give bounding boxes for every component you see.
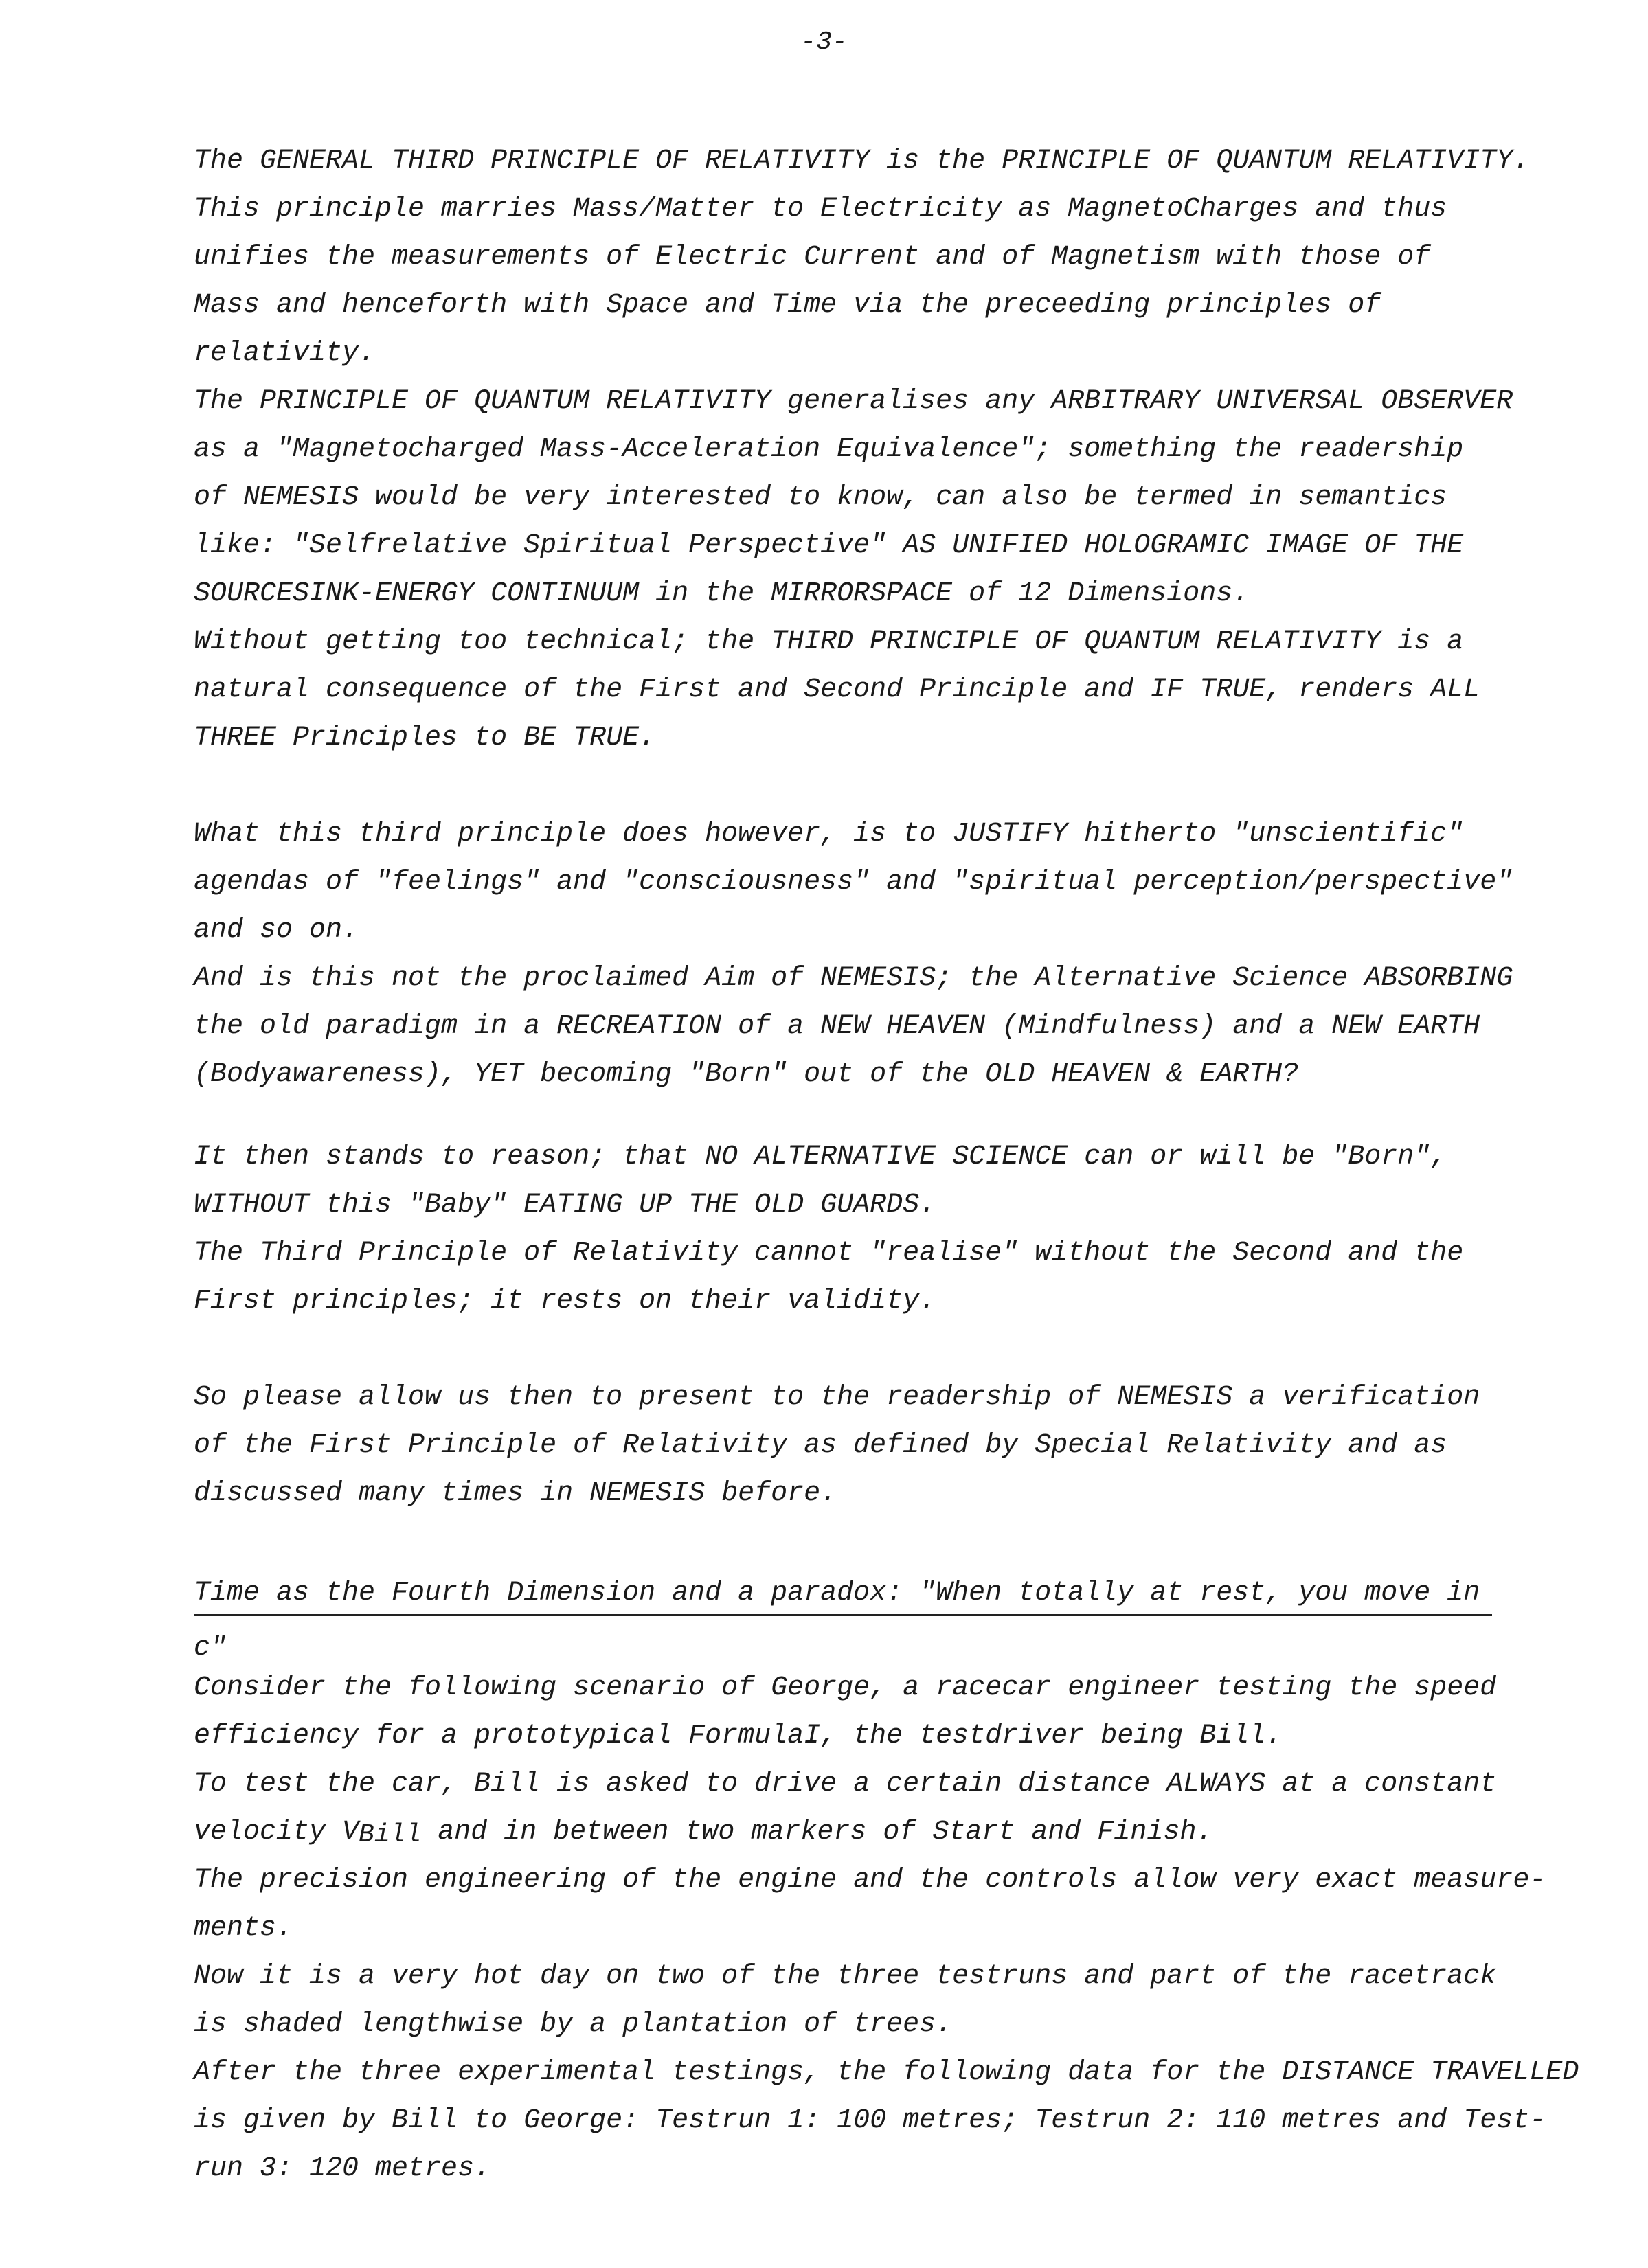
text-line: SOURCESINK-ENERGY CONTINUUM in the MIRRORSPACE of 12 Dimensions. xyxy=(194,578,1250,609)
text-line: relativity. xyxy=(194,338,376,369)
paragraph-gap xyxy=(194,1099,1561,1133)
paragraph-validity xyxy=(194,1229,1561,1326)
velocity-prefix: velocity V xyxy=(194,1817,359,1848)
text-line: What this third principle does however, is to JUSTIFY hitherto "unscientific" xyxy=(194,819,1464,850)
page-number: -3- xyxy=(800,27,848,57)
paragraph-gap xyxy=(194,1326,1561,1374)
text-line: like: "Selfrelative Spiritual Perspective" AS UNIFIED HOLOGRAMIC IMAGE OF THE xyxy=(194,530,1464,561)
paragraph-third-principle xyxy=(194,137,1561,378)
text-line: WITHOUT this "Baby" EATING UP THE OLD GUARDS. xyxy=(194,1190,936,1221)
text-line: The PRINCIPLE OF QUANTUM RELATIVITY generalises any ARBITRARY UNIVERSAL OBSERVER xyxy=(194,386,1513,417)
paragraph-technical xyxy=(194,618,1561,762)
paragraph-verification xyxy=(194,1374,1561,1518)
paragraph-gap xyxy=(194,1616,1561,1664)
text-line: agendas of "feelings" and "consciousness" and "spiritual perception/perspective" xyxy=(194,867,1513,898)
text-line: After the three experimental testings, the following data for the DISTANCE TRAVELLED xyxy=(194,2057,1579,2088)
paragraph-gap xyxy=(194,1518,1561,1566)
text-line: is shaded lengthwise by a plantation of trees. xyxy=(194,2009,953,2040)
text-line: So please allow us then to present to the readership of NEMESIS a verification xyxy=(194,1382,1480,1413)
paragraph-quantum-relativity xyxy=(194,378,1561,618)
paragraph-test-results xyxy=(194,2049,1579,2193)
text-line: natural consequence of the First and Second Principle and IF TRUE, renders ALL xyxy=(194,674,1480,705)
paragraph-hot-day xyxy=(194,1953,1561,2049)
text-line: efficiency for a prototypical FormulaI, the testdriver being Bill. xyxy=(194,1721,1283,1751)
text-line: (Bodyawareness), YET becoming "Born" out of the OLD HEAVEN & EARTH? xyxy=(194,1059,1299,1090)
text-line: This principle marries Mass/Matter to Electricity as MagnetoCharges and thus xyxy=(194,194,1447,225)
text-line: of the First Principle of Relativity as defined by Special Relativity and as xyxy=(194,1430,1447,1461)
text-line: The Third Principle of Relativity cannot "realise" without the Second and the xyxy=(194,1238,1464,1269)
text-line: Mass and henceforth with Space and Time via the preceeding principles of xyxy=(194,290,1381,321)
text-line: as a "Magnetocharged Mass-Acceleration Equivalence"; something the readership xyxy=(194,434,1464,465)
paragraph-scenario xyxy=(194,1664,1561,1760)
section-heading: Time as the Fourth Dimension and a paradox: "When totally at rest, you move in c" xyxy=(194,1566,1492,1616)
text-line: and so on. xyxy=(194,915,359,946)
text-line: To test the car, Bill is asked to drive a certain distance ALWAYS at a constant xyxy=(194,1769,1497,1800)
text-line: The GENERAL THIRD PRINCIPLE OF RELATIVITY is the PRINCIPLE OF QUANTUM RELATIVITY. xyxy=(194,146,1530,177)
text-line: of NEMESIS would be very interested to know, can also be termed in semantics xyxy=(194,482,1447,513)
text-line: run 3: 120 metres. xyxy=(194,2153,491,2184)
text-line: ments. xyxy=(194,1913,293,1944)
text-line: Now it is a very hot day on two of the three testruns and part of the racetrack xyxy=(194,1961,1497,1992)
paragraph-precision xyxy=(194,1857,1561,1953)
paragraph-test-setup xyxy=(194,1760,1561,1857)
text-line-velocity xyxy=(194,1808,1561,1857)
paragraph-aim xyxy=(194,955,1561,1099)
paragraph-gap xyxy=(194,762,1561,810)
text-line: The precision engineering of the engine and the controls allow very exact measure- xyxy=(194,1865,1546,1896)
text-line: THREE Principles to BE TRUE. xyxy=(194,723,656,753)
text-line: the old paradigm in a RECREATION of a NEW HEAVEN (Mindfulness) and a NEW EARTH xyxy=(194,1011,1480,1042)
text-line: Without getting too technical; the THIRD PRINCIPLE OF QUANTUM RELATIVITY is a xyxy=(194,626,1464,657)
text-line: It then stands to reason; that NO ALTERNATIVE SCIENCE can or will be "Born", xyxy=(194,1142,1447,1172)
paragraph-justify xyxy=(194,810,1561,955)
text-line: is given by Bill to George: Testrun 1: 100 metres; Testrun 2: 110 metres and Test- xyxy=(194,2105,1546,2136)
text-line: Consider the following scenario of George, a racecar engineer testing the speed xyxy=(194,1672,1497,1703)
text-line: And is this not the proclaimed Aim of NEMESIS; the Alternative Science ABSORBING xyxy=(194,963,1513,994)
document-body xyxy=(194,137,1579,2193)
velocity-subscript: Bill xyxy=(359,1820,422,1850)
velocity-suffix: and in between two markers of Start and Finish. xyxy=(421,1817,1213,1848)
text-line: unifies the measurements of Electric Current and of Magnetism with those of xyxy=(194,242,1431,273)
text-line: First principles; it rests on their validity. xyxy=(194,1286,936,1317)
paragraph-reason xyxy=(194,1133,1561,1229)
text-line: discussed many times in NEMESIS before. xyxy=(194,1478,837,1509)
